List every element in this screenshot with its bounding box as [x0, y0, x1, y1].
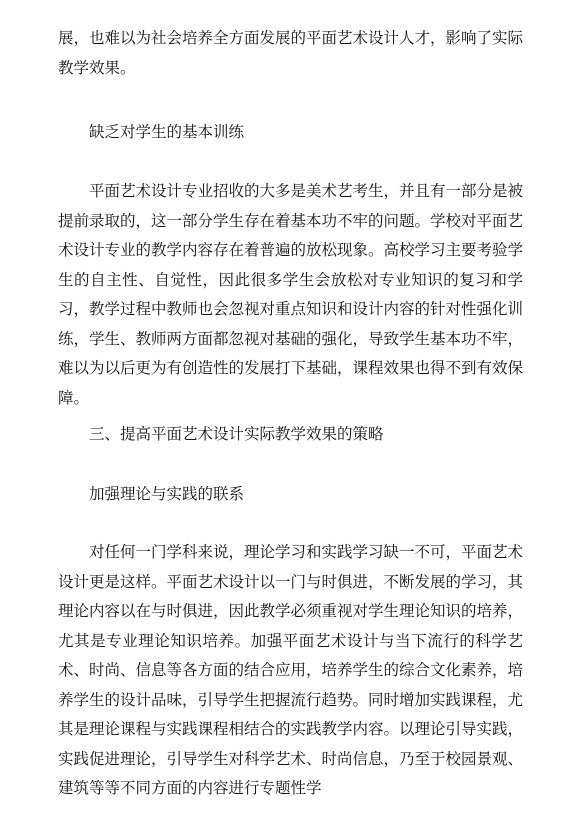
paragraph-basic-training: 平面艺术设计专业招收的大多是美术艺考生，并且有一部分是被提前录取的，这一部分学生存在着基本功不牢的问题。学校对平面艺术设计专业的教学内容存在着普遍的放松现象。高校学习主要考验学生的自主性、自觉性，因此很多学生会放松对专业知识的复习和学习，教学过程中教师也会忽视对重点知识和设计内容的针对性强化训练，学生、教师两方面都忽视对基础的强化，导致学生基本功不牢，难以为以后更为有创造性的发展打下基础，课程效果也得不到有效保障。 [58, 182, 524, 407]
paragraph-theory-practice: 对任何一门学科来说，理论学习和实践学习缺一不可，平面艺术设计更是这样。平面艺术设计以一门与时俱进，不断发展的学习，其理论内容以在与时俱进，因此教学必须重视对学生理论知识的培养，尤其是专业理论知识培养。加强平面艺术设计与当下流行的科学艺术、时尚、信息等各方面的结合应用，培养学生的综合文化素养，培养学生的设计品味，引导学生把握流行趋势。同时增加实践课程，尤其是理论课程与实践课程相结合的实践教学内容。以理论引导实践，实践促进理论，引导学生对科学艺术、时尚信息，乃至于校园景观、建筑等等不同方面的内容进行专题性学 [58, 543, 524, 797]
subheading-theory-practice: 加强理论与实践的联系 [89, 485, 245, 503]
section-heading-strategies: 三、提高平面艺术设计实际教学效果的策略 [89, 425, 384, 443]
subheading-basic-training: 缺乏对学生的基本训练 [89, 123, 245, 141]
intro-paragraph: 展，也难以为社会培养全方面发展的平面艺术设计人才，影响了实际教学效果。 [58, 29, 524, 77]
